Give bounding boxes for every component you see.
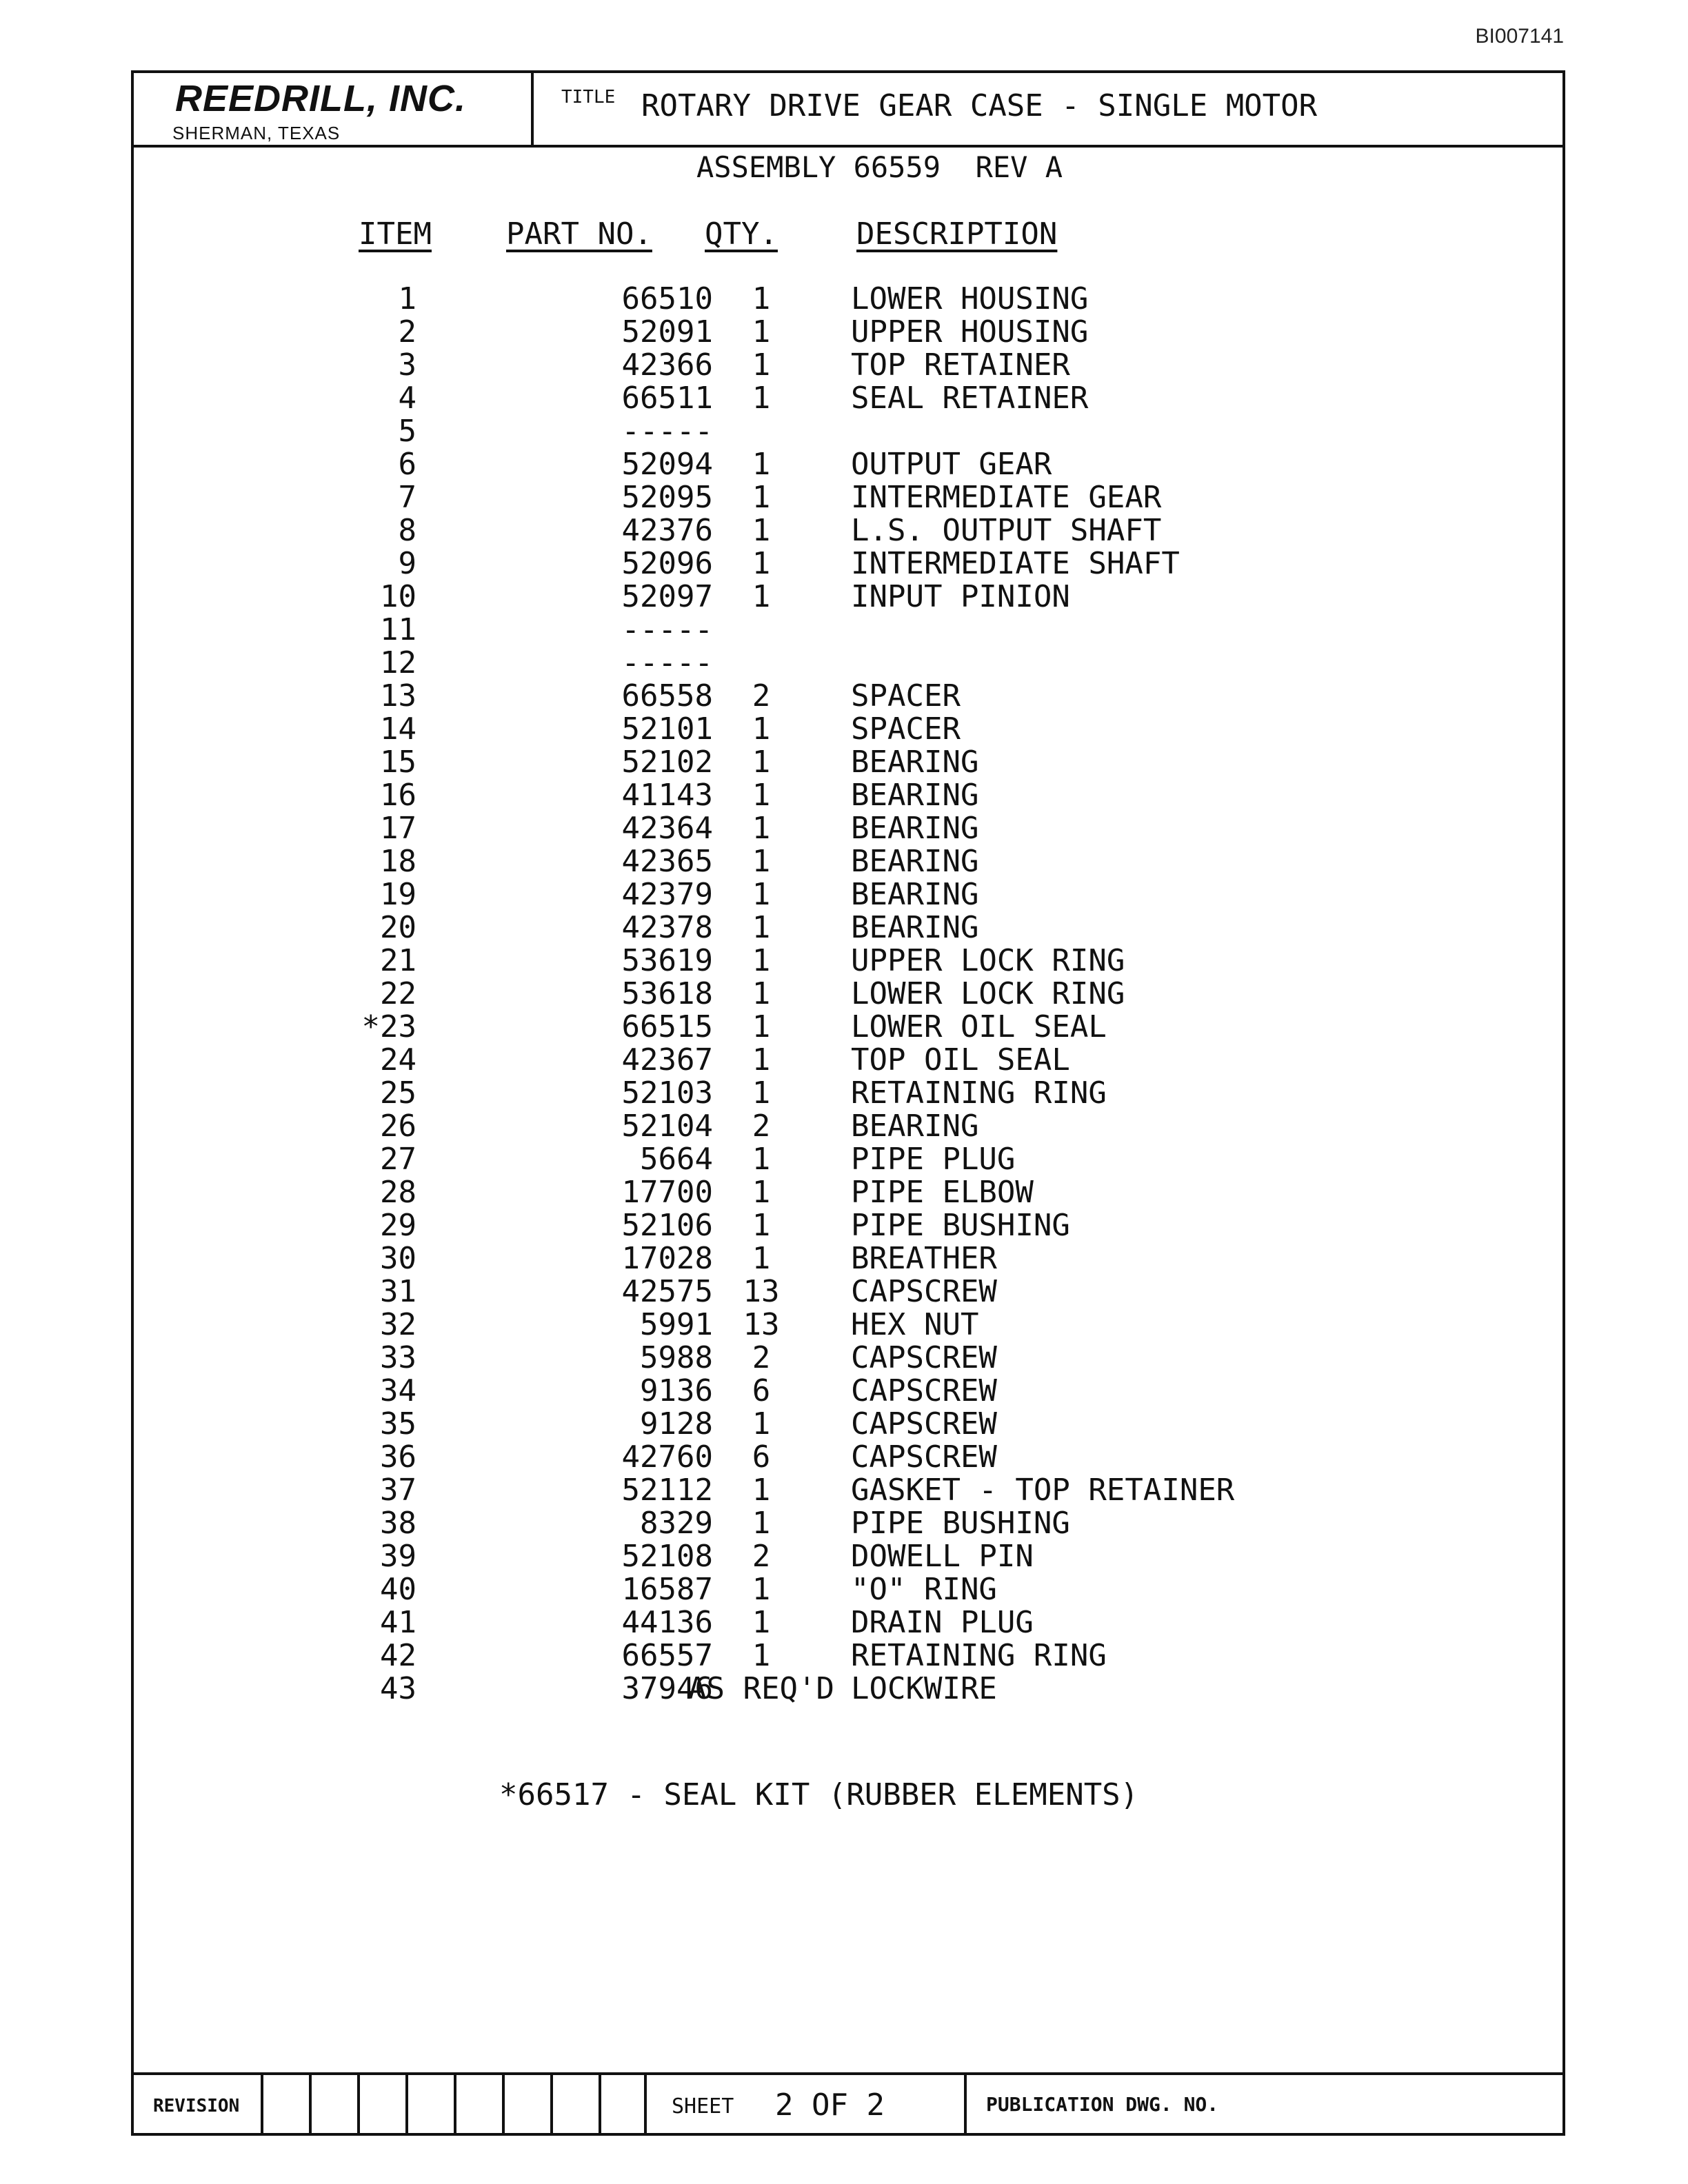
table-row <box>134 812 1563 845</box>
part-number: 52091 <box>621 314 713 350</box>
company-block <box>134 73 534 145</box>
part-number: 17700 <box>621 1175 713 1210</box>
part-number: 16587 <box>621 1572 713 1607</box>
title-label: TITLE <box>561 87 616 108</box>
quantity: 1 <box>752 711 771 747</box>
quantity: 1 <box>752 1638 771 1673</box>
item-number: 15 <box>380 745 416 780</box>
description: L.S. OUTPUT SHAFT <box>851 513 1162 548</box>
part-number: 8329 <box>640 1506 713 1541</box>
item-number: 21 <box>380 943 416 978</box>
column-header-part: PART NO. <box>506 216 652 252</box>
quantity: 1 <box>752 811 771 846</box>
description: GASKET - TOP RETAINER <box>851 1473 1235 1508</box>
table-row <box>134 647 1563 680</box>
part-number: 52094 <box>621 447 713 482</box>
table-row <box>134 283 1563 316</box>
revision-cell <box>454 2075 502 2133</box>
quantity: 1 <box>752 1009 771 1044</box>
revision-cell <box>550 2075 599 2133</box>
table-row <box>134 779 1563 812</box>
item-number: 12 <box>380 645 416 680</box>
item-number: 42 <box>380 1638 416 1673</box>
description: CAPSCREW <box>851 1406 997 1442</box>
revision-block <box>134 2072 1563 2133</box>
table-row <box>134 1375 1563 1408</box>
part-number: 66557 <box>621 1638 713 1673</box>
table-row <box>134 1507 1563 1540</box>
part-number: 42760 <box>621 1439 713 1475</box>
part-number: 53619 <box>621 943 713 978</box>
description: BREATHER <box>851 1241 997 1276</box>
part-number: 52108 <box>621 1539 713 1574</box>
item-number: 19 <box>380 877 416 912</box>
description: BEARING <box>851 877 979 912</box>
item-number: 25 <box>380 1075 416 1111</box>
description: CAPSCREW <box>851 1439 997 1475</box>
sheet-number: 2 OF 2 <box>775 2087 885 2123</box>
document-id: BI007141 <box>1475 25 1564 48</box>
quantity: 2 <box>752 1539 771 1574</box>
column-header-qty: QTY. <box>705 216 778 252</box>
quantity: 1 <box>752 910 771 945</box>
quantity: 1 <box>752 314 771 350</box>
table-row <box>134 1342 1563 1375</box>
item-number: *23 <box>361 1009 416 1044</box>
description: INPUT PINION <box>851 579 1070 614</box>
item-number: 11 <box>380 612 416 647</box>
part-number: 42379 <box>621 877 713 912</box>
description: PIPE ELBOW <box>851 1175 1034 1210</box>
item-number: 37 <box>380 1473 416 1508</box>
description: TOP OIL SEAL <box>851 1042 1070 1078</box>
item-number: 30 <box>380 1241 416 1276</box>
table-row <box>134 911 1563 944</box>
part-number: 5988 <box>640 1340 713 1375</box>
description: LOWER HOUSING <box>851 281 1089 316</box>
quantity: 1 <box>752 513 771 548</box>
drawing-frame <box>131 70 1565 2136</box>
table-row <box>134 1540 1563 1573</box>
quantity: 1 <box>752 1075 771 1111</box>
part-number: 42376 <box>621 513 713 548</box>
part-number: 52096 <box>621 546 713 581</box>
item-number: 20 <box>380 910 416 945</box>
quantity: 1 <box>752 546 771 581</box>
description: UPPER HOUSING <box>851 314 1089 350</box>
description: UPPER LOCK RING <box>851 943 1125 978</box>
publication-label: PUBLICATION DWG. NO. <box>986 2093 1219 2116</box>
part-number: 42366 <box>621 347 713 383</box>
item-number: 28 <box>380 1175 416 1210</box>
table-row <box>134 580 1563 614</box>
part-number: 66510 <box>621 281 713 316</box>
table-row <box>134 1044 1563 1077</box>
part-number: 41143 <box>621 778 713 813</box>
description: LOCKWIRE <box>851 1671 997 1706</box>
description: BEARING <box>851 811 979 846</box>
item-number: 18 <box>380 844 416 879</box>
revision-cell <box>261 2075 309 2133</box>
column-header-item: ITEM <box>359 216 432 252</box>
part-number: 17028 <box>621 1241 713 1276</box>
description: SPACER <box>851 711 961 747</box>
description: SPACER <box>851 678 961 714</box>
quantity: 1 <box>752 281 771 316</box>
table-row <box>134 1308 1563 1342</box>
quantity: 6 <box>752 1439 771 1475</box>
item-number: 31 <box>380 1274 416 1309</box>
assembly-number: ASSEMBLY 66559 REV A <box>696 150 1063 184</box>
table-row <box>134 514 1563 547</box>
quantity: 1 <box>752 381 771 416</box>
item-number: 40 <box>380 1572 416 1607</box>
description: TOP RETAINER <box>851 347 1070 383</box>
quantity: 1 <box>752 480 771 515</box>
part-number: 5991 <box>640 1307 713 1342</box>
part-number: 42367 <box>621 1042 713 1078</box>
part-number: ----- <box>621 612 713 647</box>
part-number: 52101 <box>621 711 713 747</box>
table-row <box>134 481 1563 514</box>
table-row <box>134 1573 1563 1606</box>
item-number: 41 <box>380 1605 416 1640</box>
item-number: 17 <box>380 811 416 846</box>
table-row <box>134 382 1563 415</box>
description: PIPE BUSHING <box>851 1506 1070 1541</box>
part-number: 52103 <box>621 1075 713 1111</box>
table-row <box>134 1275 1563 1308</box>
item-number: 39 <box>380 1539 416 1574</box>
quantity: 6 <box>752 1373 771 1408</box>
revision-cells <box>261 2075 647 2133</box>
part-number: 52097 <box>621 579 713 614</box>
item-number: 22 <box>380 976 416 1011</box>
table-row <box>134 1011 1563 1044</box>
revision-cell <box>502 2075 550 2133</box>
parts-list <box>134 283 1563 1706</box>
drawing-title: ROTARY DRIVE GEAR CASE - SINGLE MOTOR <box>641 88 1318 123</box>
quantity: 1 <box>752 1605 771 1640</box>
description: INTERMEDIATE SHAFT <box>851 546 1180 581</box>
table-row <box>134 1408 1563 1441</box>
quantity: 1 <box>752 1142 771 1177</box>
item-number: 43 <box>380 1671 416 1706</box>
table-row <box>134 845 1563 878</box>
description: CAPSCREW <box>851 1340 997 1375</box>
part-number: 42575 <box>621 1274 713 1309</box>
company-name: REEDRILL, INC. <box>175 78 467 119</box>
table-row <box>134 1143 1563 1176</box>
table-row <box>134 1209 1563 1242</box>
table-row <box>134 680 1563 713</box>
description: BEARING <box>851 745 979 780</box>
part-number: 53618 <box>621 976 713 1011</box>
quantity: 1 <box>752 1572 771 1607</box>
item-number: 4 <box>398 381 416 416</box>
description: "O" RING <box>851 1572 997 1607</box>
table-row <box>134 448 1563 481</box>
revision-label: REVISION <box>153 2096 240 2116</box>
table-row <box>134 1242 1563 1275</box>
item-number: 1 <box>398 281 416 316</box>
table-row <box>134 547 1563 580</box>
quantity: 1 <box>752 1406 771 1442</box>
revision-cell <box>309 2075 357 2133</box>
company-location: SHERMAN, TEXAS <box>172 123 341 143</box>
part-number: ----- <box>621 645 713 680</box>
item-number: 9 <box>398 546 416 581</box>
sheet-label: SHEET <box>672 2094 734 2119</box>
publication-block <box>964 2075 1219 2133</box>
part-number: 52102 <box>621 745 713 780</box>
item-number: 5 <box>398 414 416 449</box>
description: HEX NUT <box>851 1307 979 1342</box>
item-number: 13 <box>380 678 416 714</box>
quantity: 1 <box>752 844 771 879</box>
quantity: 1 <box>752 347 771 383</box>
item-number: 27 <box>380 1142 416 1177</box>
item-number: 10 <box>380 579 416 614</box>
table-row <box>134 614 1563 647</box>
title-block <box>134 73 1563 148</box>
part-number: 52104 <box>621 1109 713 1144</box>
item-number: 16 <box>380 778 416 813</box>
quantity: 1 <box>752 1241 771 1276</box>
quantity: 2 <box>752 1340 771 1375</box>
part-number: 42378 <box>621 910 713 945</box>
part-number: 66558 <box>621 678 713 714</box>
table-row <box>134 1441 1563 1474</box>
part-number: 44136 <box>621 1605 713 1640</box>
item-number: 36 <box>380 1439 416 1475</box>
item-number: 2 <box>398 314 416 350</box>
revision-cell <box>357 2075 405 2133</box>
quantity: 1 <box>752 1506 771 1541</box>
description: OUTPUT GEAR <box>851 447 1052 482</box>
quantity: 1 <box>752 579 771 614</box>
description: PIPE BUSHING <box>851 1208 1070 1243</box>
table-row <box>134 349 1563 382</box>
table-row <box>134 1672 1563 1706</box>
quantity: 2 <box>752 678 771 714</box>
part-number: 52095 <box>621 480 713 515</box>
table-row <box>134 1176 1563 1209</box>
description: DOWELL PIN <box>851 1539 1034 1574</box>
quantity: 1 <box>752 1208 771 1243</box>
quantity: 13 <box>743 1274 780 1309</box>
part-number: 52112 <box>621 1473 713 1508</box>
part-number: 42365 <box>621 844 713 879</box>
quantity: 1 <box>752 745 771 780</box>
quantity: 1 <box>752 877 771 912</box>
quantity: 1 <box>752 1175 771 1210</box>
item-number: 29 <box>380 1208 416 1243</box>
description: CAPSCREW <box>851 1274 997 1309</box>
item-number: 6 <box>398 447 416 482</box>
description: SEAL RETAINER <box>851 381 1089 416</box>
revision-cell <box>405 2075 454 2133</box>
table-row <box>134 1606 1563 1639</box>
part-number: 37946 <box>621 1671 713 1706</box>
description: BEARING <box>851 844 979 879</box>
item-number: 26 <box>380 1109 416 1144</box>
item-number: 14 <box>380 711 416 747</box>
table-row <box>134 878 1563 911</box>
quantity: 1 <box>752 1473 771 1508</box>
description: BEARING <box>851 778 979 813</box>
description: RETAINING RING <box>851 1075 1107 1111</box>
item-number: 38 <box>380 1506 416 1541</box>
description: CAPSCREW <box>851 1373 997 1408</box>
part-number: 9128 <box>640 1406 713 1442</box>
item-number: 7 <box>398 480 416 515</box>
table-row <box>134 1474 1563 1507</box>
table-row <box>134 1077 1563 1110</box>
quantity: 1 <box>752 447 771 482</box>
item-number: 8 <box>398 513 416 548</box>
seal-kit-note: *66517 - SEAL KIT (RUBBER ELEMENTS) <box>499 1777 1139 1812</box>
table-row <box>134 415 1563 448</box>
part-number: 66515 <box>621 1009 713 1044</box>
description: PIPE PLUG <box>851 1142 1016 1177</box>
quantity: 1 <box>752 1042 771 1078</box>
table-row <box>134 746 1563 779</box>
description: DRAIN PLUG <box>851 1605 1034 1640</box>
description: INTERMEDIATE GEAR <box>851 480 1162 515</box>
table-row <box>134 713 1563 746</box>
table-row <box>134 1110 1563 1143</box>
quantity: 13 <box>743 1307 780 1342</box>
description: LOWER LOCK RING <box>851 976 1125 1011</box>
description: RETAINING RING <box>851 1638 1107 1673</box>
item-number: 3 <box>398 347 416 383</box>
part-number: 66511 <box>621 381 713 416</box>
part-number: 9136 <box>640 1373 713 1408</box>
column-header-description: DESCRIPTION <box>856 216 1058 252</box>
item-number: 24 <box>380 1042 416 1078</box>
item-number: 34 <box>380 1373 416 1408</box>
quantity: 2 <box>752 1109 771 1144</box>
item-number: 33 <box>380 1340 416 1375</box>
quantity: AS REQ'D <box>688 1671 834 1706</box>
description: BEARING <box>851 910 979 945</box>
table-row <box>134 1639 1563 1672</box>
description: LOWER OIL SEAL <box>851 1009 1107 1044</box>
quantity: 1 <box>752 976 771 1011</box>
table-row <box>134 978 1563 1011</box>
quantity: 1 <box>752 778 771 813</box>
item-number: 35 <box>380 1406 416 1442</box>
part-number: 52106 <box>621 1208 713 1243</box>
item-number: 32 <box>380 1307 416 1342</box>
table-row <box>134 316 1563 349</box>
part-number: 5664 <box>640 1142 713 1177</box>
revision-cell <box>599 2075 647 2133</box>
part-number: 42364 <box>621 811 713 846</box>
part-number: ----- <box>621 414 713 449</box>
description: BEARING <box>851 1109 979 1144</box>
table-row <box>134 944 1563 978</box>
quantity: 1 <box>752 943 771 978</box>
